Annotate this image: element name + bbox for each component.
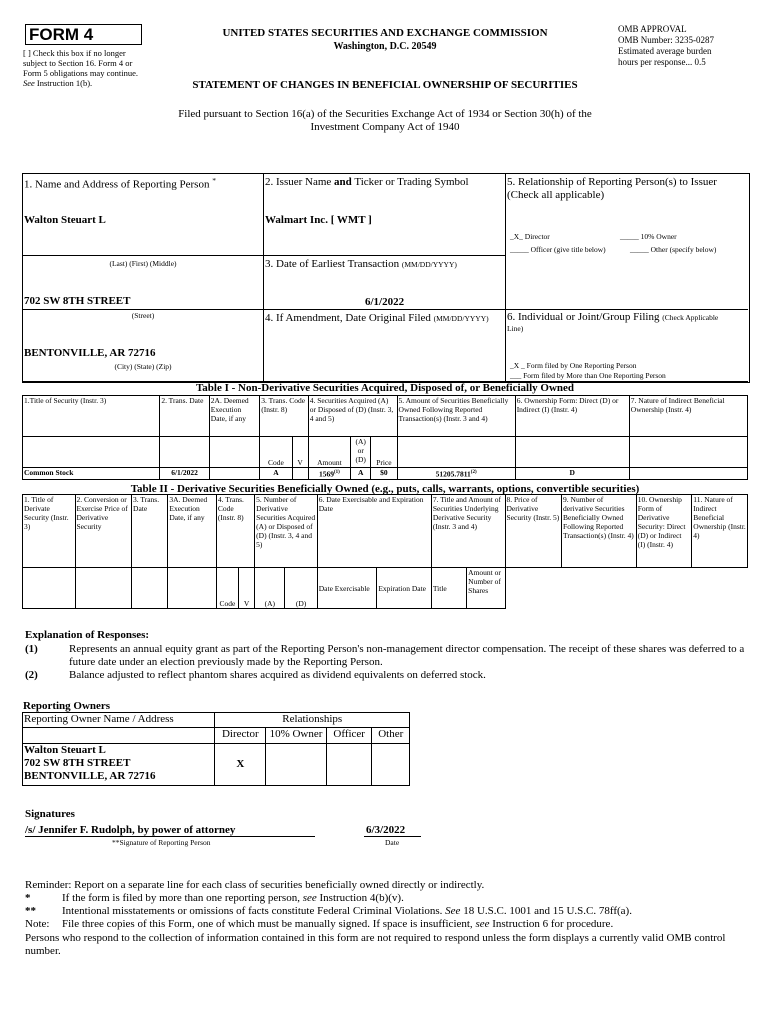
t2-col-underlying: 7. Title and Amount of Securities Underlying Derivative Security (Instr. 3 and 4) [431, 495, 505, 568]
agency-city: Washington, D.C. 20549 [333, 41, 437, 52]
t2-sub-amount: Amount or Number of Shares [467, 568, 505, 609]
ten-percent-owner-checkbox[interactable]: _____ 10% Owner [620, 232, 677, 241]
omb-approval: OMB APPROVAL OMB Number: 3235-0287 Estimated average burden hours per response... 0.5 [618, 24, 714, 67]
signature-date: 6/3/2022 [366, 824, 406, 836]
individual-filing-option[interactable]: _X _ Form filed by One Reporting Person [510, 361, 637, 370]
reminder-text: Reminder: Report on a separate line for each class of securities beneficially owned directly or indirectly. [25, 879, 485, 891]
t2-sub-d: (D) [285, 568, 317, 609]
owners-col-relationships: Relationships [215, 713, 410, 728]
t2-col-exercisable: 6. Date Exercisable and Expiration Date [317, 495, 431, 568]
other-checkbox[interactable]: _____ Other (specify below) [630, 245, 717, 254]
owners-col-officer: Officer [326, 728, 372, 744]
t1-sub-price: Price [371, 437, 397, 468]
owner-director-mark: X [215, 744, 266, 786]
explanation-text-1: Represents an annual equity grant as part of the Reporting Person's non-management director compensation. The receipt of these shares was deferred to a future date under an election previously made by the Reporting Person. [69, 643, 745, 668]
t1-col-acquired: 4. Securities Acquired (A) or Disposed of (D) (Instr. 3, 4 and 5) [308, 396, 397, 437]
agency-name: UNITED STATES SECURITIES AND EXCHANGE COMMISSION [222, 27, 548, 39]
omb-persons-notice: Persons who respond to the collection of information contained in this form are not required to respond unless the form displays a currently valid OMB control number. [25, 932, 726, 957]
box2-label: 2. Issuer Name and Ticker or Trading Symbol [265, 176, 469, 188]
t1-col-owned: 5. Amount of Securities Beneficially Owned Following Reported Transaction(s) (Instr. 3 and 4) [397, 396, 515, 437]
explanation-heading: Explanation of Responses: [25, 629, 150, 641]
filed-pursuant-line1: Filed pursuant to Section 16(a) of the Securities Exchange Act of 1934 or Section 30(h) of the [178, 108, 592, 120]
table-row [23, 468, 748, 480]
owners-table [22, 712, 410, 786]
t2-sub-v: V [239, 568, 255, 609]
t2-col-title: 1. Title of Derivate Security (Instr. 3) [23, 495, 76, 568]
t1-col-deemed: 2A. Deemed Execution Date, if any [209, 396, 259, 437]
t2-col-number: 5. Number of Derivative Securities Acquired (A) or Disposed of (D) (Instr. 3, 4 and 5) [255, 495, 318, 568]
star-note-text: If the form is filed by more than one reporting person, see Instruction 4(b)(v). [62, 892, 404, 904]
t2-sub-date-ex: Date Exercisable [317, 568, 377, 609]
t1-col-title: 1.Title of Security (Instr. 3) [23, 396, 160, 437]
reporting-person-name: Walton Steuart L [24, 214, 106, 226]
t1-sub-v: V [292, 437, 308, 468]
note-text: File three copies of this Form, one of which must be manually signed. If space is insufficient, see Instruction 6 for procedure. [62, 918, 614, 930]
t1-row-title: Common Stock [23, 468, 160, 480]
box1-label: 1. Name and Address of Reporting Person * [24, 176, 216, 191]
box3-label: 3. Date of Earliest Transaction (MM/DD/YYYY) [265, 258, 457, 270]
t2-sub-a: (A) [255, 568, 285, 609]
group-filing-option[interactable]: ___ Form filed by More than One Reporting Person [510, 371, 666, 380]
t1-sub-code: Code [260, 437, 292, 468]
t2-col-date: 3. Trans. Date [132, 495, 168, 568]
earliest-transaction-date: 6/1/2022 [365, 296, 405, 308]
t1-row-form: D [515, 468, 629, 480]
t1-row-code: A [260, 468, 292, 480]
check-box-note[interactable]: [ ] Check this box if no longer subject to Section 16. Form 4 or Form 5 obligations may continue. See Instruction 1(b). [23, 48, 138, 88]
table1 [22, 395, 748, 480]
box5-label: 5. Relationship of Reporting Person(s) to Issuer (Check all applicable) [507, 176, 717, 201]
t2-col-ownership: 10. Ownership Form of Derivative Security: Direct (D) or Indirect (I) (Instr. 4) [636, 495, 692, 568]
t1-sub-aord: (A) or (D) [351, 437, 371, 468]
owners-heading: Reporting Owners [23, 700, 111, 712]
form-title: FORM 4 [25, 24, 142, 45]
owners-col-name: Reporting Owner Name / Address [23, 713, 215, 728]
box6-label: 6. Individual or Joint/Group Filing (Check Applicable Line) [507, 311, 719, 333]
t2-col-code: 4. Trans. Code (Instr. 8) [216, 495, 254, 568]
explanation-num-1: (1) [25, 643, 38, 655]
double-star-note-mark: ** [25, 905, 36, 917]
t2-col-nature: 11. Nature of Indirect Beneficial Ownership (Instr. 4) [692, 495, 748, 568]
t1-sub-amount: Amount [308, 437, 350, 468]
director-checkbox[interactable]: _X_ Director [510, 232, 550, 241]
t2-sub-exp: Expiration Date [377, 568, 432, 609]
reporting-person-street: 702 SW 8TH STREET [24, 295, 131, 307]
signature-caption: **Signature of Reporting Person [112, 838, 211, 847]
signer-name: /s/ Jennifer F. Rudolph, by power of attorney [25, 824, 236, 836]
t2-col-deemed: 3A. Deemed Execution Date, if any [168, 495, 216, 568]
explanation-num-2: (2) [25, 669, 38, 681]
note-mark: Note: [25, 918, 50, 930]
owners-col-10pct: 10% Owner [266, 728, 327, 744]
owners-col-other: Other [372, 728, 410, 744]
street-caption: (Street) [131, 311, 155, 320]
issuer-name: Walmart Inc. [ WMT ] [265, 214, 372, 226]
double-star-note-text: Intentional misstatements or omissions of facts constitute Federal Criminal Violations. See 18 U.S.C. 1001 and 15 U.S.C. 78ff(a). [62, 905, 632, 917]
table2 [22, 494, 748, 609]
t2-sub-code: Code [216, 568, 238, 609]
t2-sub-title: Title [431, 568, 466, 609]
city-caption: (City) (State) (Zip) [114, 362, 172, 371]
officer-checkbox[interactable]: _____ Officer (give title below) [510, 245, 606, 254]
table2-title: Table II - Derivative Securities Beneficially Owned (e.g., puts, calls, warrants, options, convertible securities) [130, 483, 640, 495]
star-note-mark: * [25, 892, 31, 904]
t1-row-price: $0 [371, 468, 397, 480]
table-row [23, 744, 410, 786]
t1-col-date: 2. Trans. Date [160, 396, 209, 437]
t1-row-amount: 1569$^{(1)}$ [308, 468, 350, 480]
t1-row-owned: 51205.7811$^{(2)}$ [397, 468, 515, 480]
t2-col-conversion: 2. Conversion or Exercise Price of Derivative Security [75, 495, 132, 568]
t1-col-form: 6. Ownership Form: Direct (D) or Indirect (I) (Instr. 4) [515, 396, 629, 437]
t1-col-code: 3. Trans. Code (Instr. 8) [260, 396, 308, 437]
t2-col-price: 8. Price of Derivative Security (Instr. 5) [505, 495, 562, 568]
owners-col-director: Director [215, 728, 266, 744]
statement-title: STATEMENT OF CHANGES IN BENEFICIAL OWNERSHIP OF SECURITIES [192, 79, 578, 91]
t1-col-nature: 7. Nature of Indirect Beneficial Ownership (Instr. 4) [629, 396, 747, 437]
filed-pursuant-line2: Investment Company Act of 1940 [310, 121, 460, 133]
t2-col-number-owned: 9. Number of derivative Securities Beneficially Owned Following Reported Transaction(s) (Instr. 4) [562, 495, 637, 568]
name-caption: (Last) (First) (Middle) [109, 259, 177, 268]
t1-row-date: 6/1/2022 [160, 468, 209, 480]
table1-title: Table I - Non-Derivative Securities Acquired, Disposed of, or Beneficially Owned [195, 382, 575, 394]
owner-name-address: Walton Steuart L 702 SW 8TH STREET BENTONVILLE, AR 72716 [23, 744, 215, 786]
date-caption: Date [385, 838, 400, 847]
box4-label: 4. If Amendment, Date Original Filed (MM/DD/YYYY) [265, 312, 489, 324]
signatures-heading: Signatures [25, 808, 75, 820]
explanation-text-2: Balance adjusted to reflect phantom shares acquired as dividend equivalents on deferred stock. [69, 669, 486, 681]
reporting-person-city: BENTONVILLE, AR 72716 [24, 347, 156, 359]
t1-row-aord: A [351, 468, 371, 480]
